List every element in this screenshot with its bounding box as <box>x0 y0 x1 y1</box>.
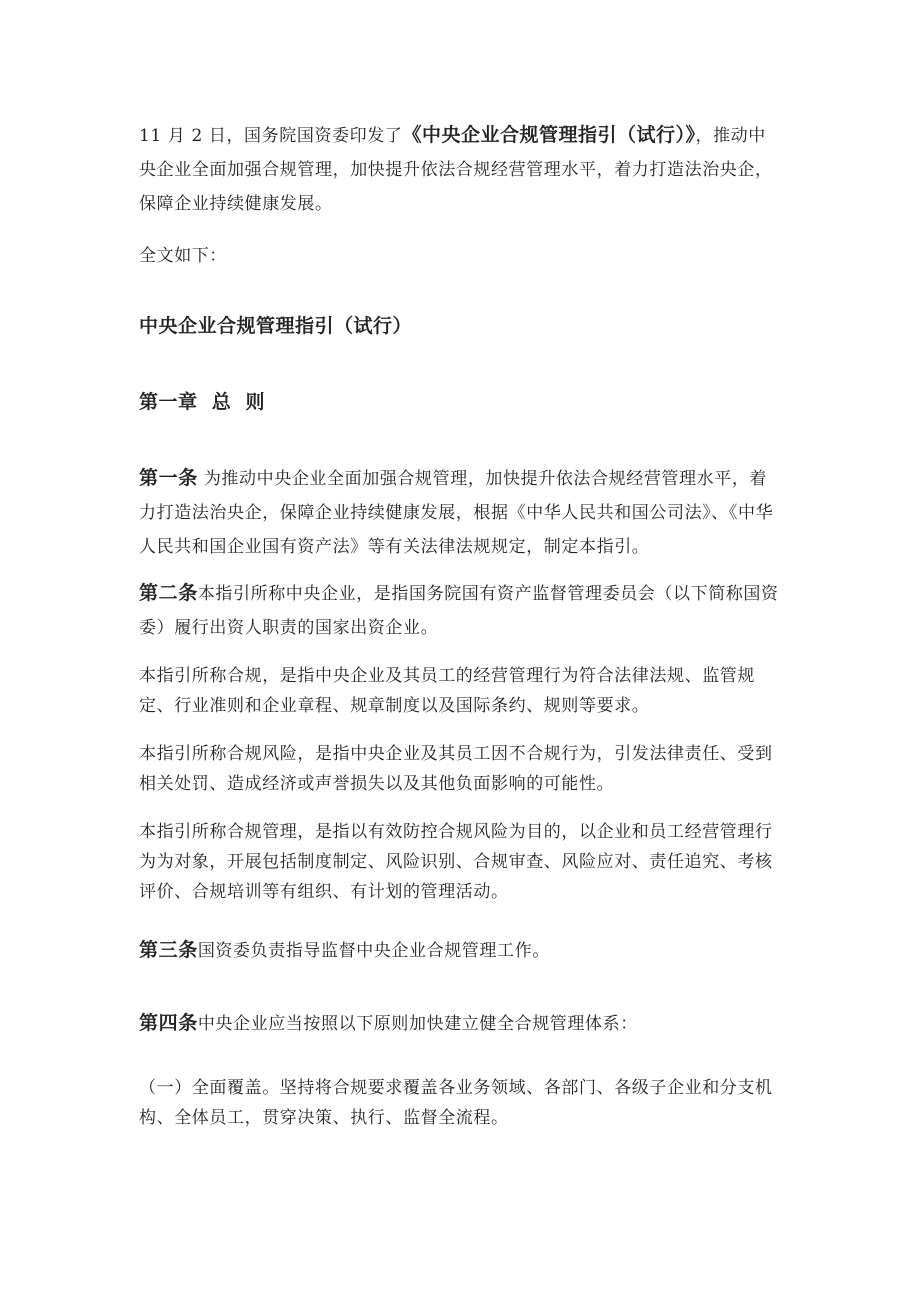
intro-suffix: ，推动中央企业全面加强合规管理，加快提升依法合规经营管理水平，着力打造法治央企，保障企业持续健康发展。 <box>139 126 773 214</box>
intro-doc-title: 《中央企业合规管理指引（试行）》 <box>402 124 696 146</box>
para-compliance-risk: 本指引所称合规风险，是指中央企业及其员工因不合规行为，引发法律责任、受到相关处罚、造成经济或声誉损失以及其他负面影响的可能性。 <box>139 744 773 794</box>
article-3-text: 国资委负责指导监督中央企业合规管理工作。 <box>197 941 550 961</box>
para-compliance-management: 本指引所称合规管理，是指以有效防控合规风险为目的，以企业和员工经营管理行为为对象，开展包括制度制定、风险识别、合规审查、风险应对、责任追究、考核评价、合规培训等有组织、有计划的管理活动。 <box>139 822 773 902</box>
article-3 <box>139 933 779 968</box>
principle-1: （一）全面覆盖。坚持将合规要求覆盖各业务领域、各部门、各级子企业和分支机构、全体员工，贯穿决策、执行、监督全流程。 <box>139 1078 773 1128</box>
intro-paragraph <box>139 118 779 221</box>
article-1-label: 第一条 <box>139 467 198 489</box>
doc-heading: 中央企业合规管理指引（试行） <box>139 315 413 337</box>
article-3-label: 第三条 <box>139 939 198 961</box>
para-compliance: 本指引所称合规，是指中央企业及其员工的经营管理行为符合法律法规、监管规定、行业准则和企业章程、规章制度以及国际条约、规则等要求。 <box>139 666 755 716</box>
article-4 <box>139 1006 779 1041</box>
article-4-text: 中央企业应当按照以下原则加快建立健全合规管理体系： <box>197 1014 638 1034</box>
article-4-label: 第四条 <box>139 1012 198 1034</box>
article-2 <box>139 576 779 645</box>
chapter-heading: 第一章 总 则 <box>139 391 265 413</box>
article-2-label: 第二条 <box>139 582 198 604</box>
article-1-text: 为推动中央企业全面加强合规管理，加快提升依法合规经营管理水平，着力打造法治央企，保障企业持续健康发展，根据《中华人民共和国公司法》、《中华人民共和国企业国有资产法》等有关法律法规规定，制定本指引。 <box>139 469 774 557</box>
article-1 <box>139 461 779 564</box>
document-page <box>139 118 779 1133</box>
intro-prefix: 11 月 2 日，国务院国资委印发了 <box>139 126 403 146</box>
fulltext-label: 全文如下： <box>139 246 227 266</box>
article-2-text: 本指引所称中央企业，是指国务院国有资产监督管理委员会（以下简称国资委）履行出资人职责的国家出资企业。 <box>139 584 779 638</box>
